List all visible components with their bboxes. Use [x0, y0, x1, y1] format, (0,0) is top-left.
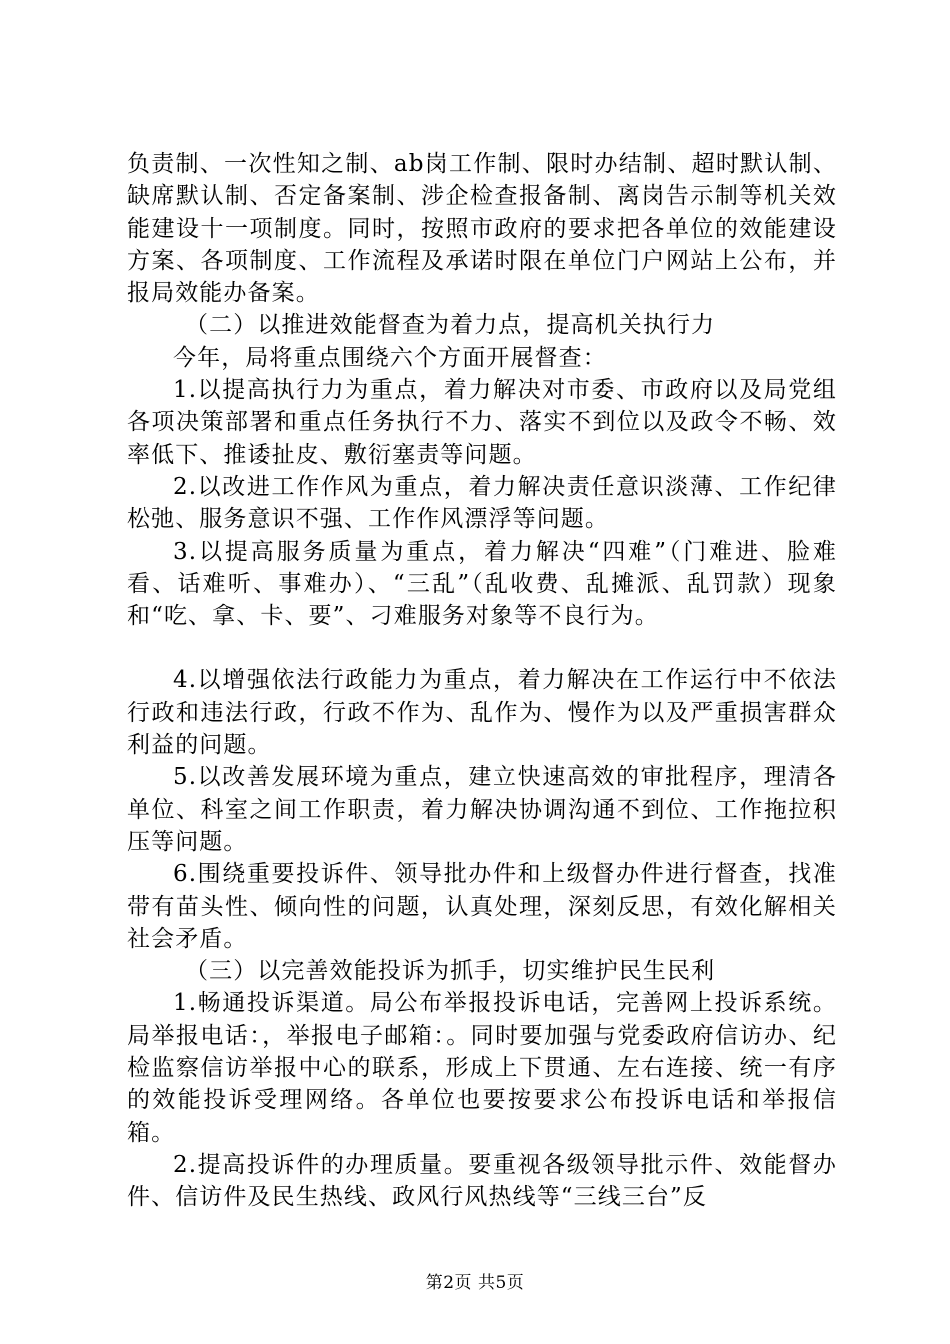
list-item-4: 4.以增强依法行政能力为重点，着力解决在工作运行中不依法行政和违法行政，行政不作为、乱作为、慢作为以及严重损害群众利益的问题。: [127, 667, 837, 759]
list-item-2: 2.以改进工作作风为重点，着力解决责任意识淡薄、工作纪律松弛、服务意识不强、工作作风漂浮等问题。: [127, 473, 837, 533]
complaint-item-1: 1.畅通投诉渠道。局公布举报投诉电话，完善网上投诉系统。局举报电话：，举报电子邮箱：。同时要加强与党委政府信访办、纪检监察信访举报中心的联系，形成上下贯通、左右连接、统一有序的效能投诉受理网络。各单位也要按要求公布投诉电话和举报信箱。: [127, 990, 837, 1146]
page-number-footer: 第2页 共5页: [425, 1273, 525, 1293]
section-heading-3: （三）以完善效能投诉为抓手，切实维护民生民利: [185, 958, 716, 985]
list-item-3: 3.以提高服务质量为重点，着力解决“四难”（门难进、脸难看、话难听、事难办）、“三乱”（乱收费、乱摊派、乱罚款）现象和“吃、拿、卡、要”、刁难服务对象等不良行为。: [127, 538, 837, 630]
list-item-6: 6.围绕重要投诉件、领导批办件和上级督办件进行督查，找准带有苗头性、倾向性的问题，认真处理，深刻反思，有效化解相关社会矛盾。: [127, 861, 837, 952]
paragraph-continued: 负责制、一次性知之制、ab岗工作制、限时办结制、超时默认制、缺席默认制、否定备案制、涉企检查报备制、离岗告示制等机关效能建设十一项制度。同时，按照市政府的要求把各单位的效能建设方案、各项制度、工作流程及承诺时限在单位门户网站上公布，并报局效能办备案。: [127, 151, 837, 307]
list-item-5: 5.以改善发展环境为重点，建立快速高效的审批程序，理清各单位、科室之间工作职责，着力解决协调沟通不到位、工作拖拉积压等问题。: [127, 764, 837, 855]
paragraph-spacer: [127, 632, 837, 664]
list-item-1: 1.以提高执行力为重点，着力解决对市委、市政府以及局党组各项决策部署和重点任务执行不力、落实不到位以及政令不畅、效率低下、推诿扯皮、敷衍塞责等问题。: [127, 377, 837, 468]
complaint-item-2: 2.提高投诉件的办理质量。要重视各级领导批示件、效能督办件、信访件及民生热线、政风行风热线等“三线三台”反: [127, 1151, 837, 1211]
document-body: [127, 148, 837, 1214]
section-heading-2: （二）以推进效能督查为着力点，提高机关执行力: [185, 312, 716, 339]
paragraph-intro: 今年，局将重点围绕六个方面开展督查：: [173, 344, 607, 371]
